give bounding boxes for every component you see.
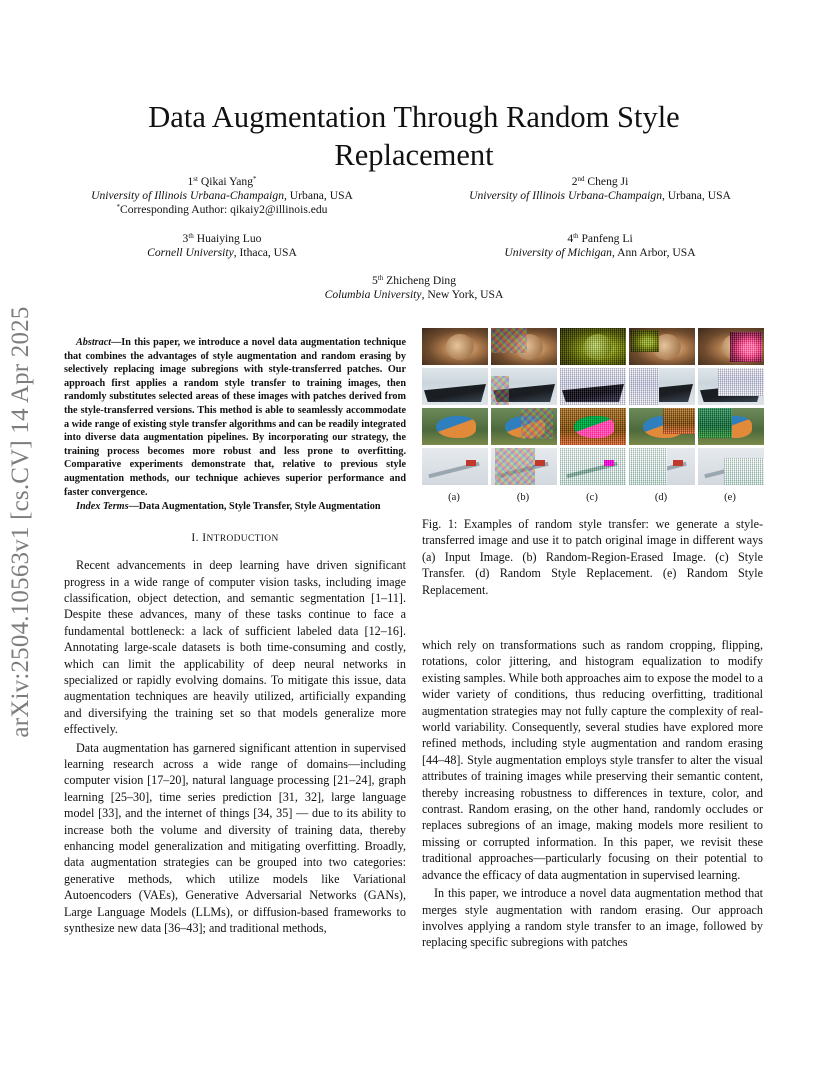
figure-sublabel-b: (b) (516, 492, 530, 503)
author-name: Panfeng Li (581, 232, 633, 245)
figure-image-bird-replaced (629, 408, 695, 445)
author-block-3: 3th Huaiying Luo Cornell University, Ithaca, USA (72, 232, 372, 260)
paper-title: Data Augmentation Through Random Style Replacement (148, 100, 680, 173)
figure-image-bird-style (560, 408, 626, 445)
figure-image-ship-input (422, 368, 488, 405)
figure-image-bird-erased (491, 408, 557, 445)
body-paragraph: Recent advancements in deep learning have driven significant progress in a wide range of computer vision tasks, including image classification, object detection, and semantic segmentation [1–11]. Despite these advances, many of these tasks continue to face a fundamental bottleneck: a lack of sufficient labeled data [12–16]. Annotating large-scale datasets is both time-consuming and costly, which can limit the applicability of deep neural networks in specialized or rapidly evolving domains. To mitigate this issue, data augmentation techniques are heavily utilized, artificially expanding and diversifying the training set so that models generalize more effectively. (64, 558, 406, 737)
author-block-5: 5th Zhicheng Ding Columbia University, New York, USA (264, 274, 564, 302)
body-paragraph: which rely on transformations such as random cropping, flipping, rotations, color jittering, and histogram equalization to modify existing samples. While both approaches aim to expose the model to a wider variety of conditions, thus reducing overfitting, traditional augmentation strategies may not fully capture the complexity of real-world variability. Consequently, several studies have explored more refined methods, including style augmentation and random erasing [44–48]. Style augmentation employs style transfer to alter the visual attributes of training images while preserving their semantic content, thereby increasing robustness to differences in texture, color, and contrast. Random erasing, on the other hand, randomly occludes or replaces subregions of an image, making models more resilient to missing or corrupted information. In this paper, we revisit these traditional approaches—particularly focusing on their potential to advance the efficacy of data augmentation in supervised learning. (422, 638, 763, 882)
figure-sublabel-d: (d) (654, 492, 668, 503)
figure-sublabel-c: (c) (586, 492, 598, 503)
author-block-2: 2nd Cheng Ji University of Illinois Urbana-Champaign, Urbana, USA (450, 175, 750, 203)
figure-image-ship-erased (491, 368, 557, 405)
abstract: Abstract—In this paper, we introduce a novel data augmentation technique that combines the advantages of style augmentation and random erasing by selectively replacing image subregions with style-transferred patches. Our approach first applies a random style transfer to training images, then randomly substitutes selected areas of these images with patches derived from the style-transferred versions. This method is able to seamlessly accommodate a wide range of existing style transfer algorithms and can be readily integrated into diverse data augmentation pipelines. By incorporating our strategy, the training process becomes more robust and less prone to overfitting. Comparative experiments demonstrate that, relative to previous style augmentation methods, our technique achieves superior performance and faster convergence. (64, 337, 406, 498)
right-column (422, 637, 763, 951)
figure-image-ship-replaced (629, 368, 695, 405)
figure-image-bird-replaced-alt (698, 408, 764, 445)
figure-image-ship-style (560, 368, 626, 405)
author-affiliation: University of Michigan, Ann Arbor, USA (504, 246, 696, 259)
figure-image-plane-erased (491, 448, 557, 485)
figure-1-caption: Fig. 1: Examples of random style transfer: we generate a style-transferred image and use it to patch original image in different ways (a) Input Image. (b) Random-Region-Erased Image. (c) Style Transfer. (d) Random Style Replacement. (e) Random Style Replacement. (422, 517, 763, 597)
figure-image-cat-replaced-alt (698, 328, 764, 365)
figure-image-bird-input (422, 408, 488, 445)
author-name: Qikai Yang (200, 175, 254, 188)
body-paragraph: In this paper, we introduce a novel data augmentation method that merges style augmentation with random erasing. Our approach involves applying a random style transfer to an image, followed by replacing specific subregions with patches (422, 886, 763, 950)
author-affiliation: Columbia University, New York, USA (324, 288, 504, 301)
author-affiliation: University of Illinois Urbana-Champaign, Urbana, USA (469, 189, 731, 202)
left-column (64, 336, 406, 936)
figure-image-cat-erased (491, 328, 557, 365)
author-affiliation: University of Illinois Urbana-Champaign, Urbana, USA (91, 189, 353, 202)
author-name: Zhicheng Ding (386, 274, 457, 287)
figure-image-cat-replaced (629, 328, 695, 365)
index-terms: Index Terms—Data Augmentation, Style Transfer, Style Augmentation (76, 501, 381, 513)
author-name: Cheng Ji (587, 175, 629, 188)
author-block-1: 1st Qikai Yang* University of Illinois Urbana-Champaign, Urbana, USA *Corresponding Author: qikaiy2@illinois.edu (72, 175, 372, 217)
author-name: Huaiying Luo (196, 232, 262, 245)
section-heading-introduction: I. INTRODUCTION (191, 530, 279, 544)
figure-image-ship-replaced-alt (698, 368, 764, 405)
author-affiliation: Cornell University, Ithaca, USA (147, 246, 297, 259)
figure-sublabel-e: (e) (724, 492, 736, 503)
figure-sublabel-a: (a) (448, 492, 460, 503)
figure-image-plane-replaced-alt (698, 448, 764, 485)
corresponding-author-note: *Corresponding Author: qikaiy2@illinois.edu (116, 203, 328, 216)
figure-image-cat-style (560, 328, 626, 365)
figure-1-image-grid (418, 328, 764, 488)
figure-image-cat-input (422, 328, 488, 365)
arxiv-identifier-stamp: arXiv:2504.10563v1 [cs.CV] 14 Apr 2025 (7, 306, 34, 738)
figure-image-plane-style (560, 448, 626, 485)
author-block-4: 4th Panfeng Li University of Michigan, Ann Arbor, USA (450, 232, 750, 260)
figure-image-plane-input (422, 448, 488, 485)
figure-image-plane-replaced (629, 448, 695, 485)
body-paragraph: Data augmentation has garnered significant attention in supervised learning research across a wide range of domains—including computer vision [17–20], natural language processing [21–24], graph learning [25–30], time series prediction [31, 32], large language model [33], and the internet of things [34, 35] — due to its ability to increase both the volume and diversity of training data, thereby enhancing model generalization and mitigating overfitting. Broadly, data augmentation strategies can be grouped into two categories: generative methods, which utilize models like Variational Autoencoders (VAEs), Generative Adversarial Networks (GANs), Large Language Models (LLMs), or diffusion-based frameworks to synthesize new data [36–43]; and traditional methods, (64, 740, 406, 936)
